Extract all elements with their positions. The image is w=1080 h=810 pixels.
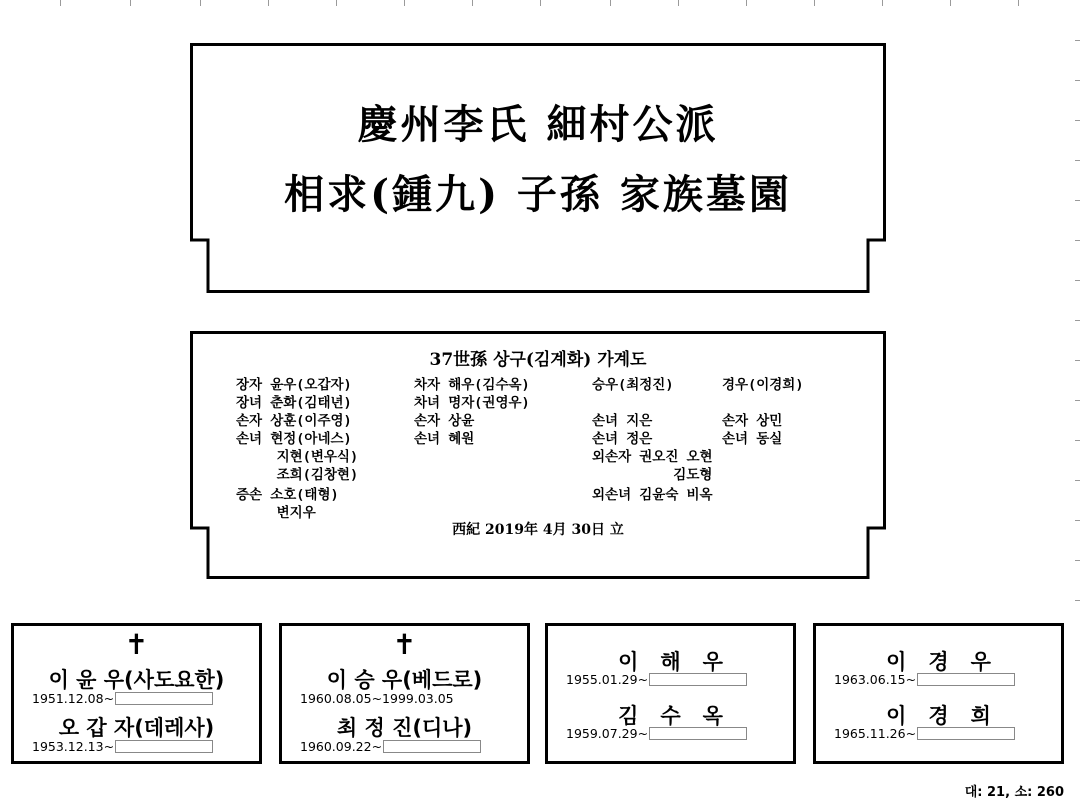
grave-card-date-1: 1951.12.08~ (32, 691, 213, 706)
title-stone (190, 43, 886, 293)
grave-card-4 (813, 623, 1064, 764)
grave-card-2 (279, 623, 530, 764)
grave-card-name-2: 오 갑 자(데레사) (58, 716, 215, 740)
family-row-5-col-3: 외손자 권오진 오현 (592, 449, 713, 465)
grave-card-name-2: 이경희 (886, 704, 1013, 728)
grave-card-date-1: 1963.06.15~ (834, 672, 1015, 687)
family-row-3-col-1: 손자 상훈(이주영) (236, 413, 352, 429)
title-line-descendants: 相求(鍾九) 子孫 家族墓園 (284, 171, 792, 218)
grave-card-name-1: 이 윤 우(사도요한) (48, 668, 225, 692)
family-row-3-col-2: 손자 상윤 (414, 413, 475, 429)
grave-card-date-2: 1959.07.29~ (566, 726, 747, 741)
family-tree-heading: 37世孫 상구(김계화) 가계도 (429, 350, 647, 370)
family-row-4-col-2: 손녀 혜원 (414, 431, 475, 447)
family-row-7-col-1: 증손 소호(태형) (236, 487, 339, 503)
grave-card-name-1: 이 승 우(베드로) (326, 668, 483, 692)
cross-icon: ✝ (392, 628, 417, 661)
family-row-4-col-1: 손녀 현정(아네스) (236, 431, 352, 447)
erection-date: 西紀 2019年 4月 30日 立 (452, 522, 624, 538)
family-row-3-col-3: 손녀 지은 (592, 413, 653, 429)
grave-card-date-1: 1955.01.29~ (566, 672, 747, 687)
grave-card-date-1: 1960.08.05~1999.03.05 (300, 691, 454, 706)
family-row-2-col-1: 장녀 춘화(김태년) (236, 395, 352, 411)
top-ruler (0, 0, 1080, 8)
cross-icon: ✝ (124, 628, 149, 661)
grave-card-name-1: 이해우 (618, 650, 745, 674)
family-row-6-col-3: 김도형 (592, 467, 713, 483)
family-row-1-col-3: 승우(최정진) (592, 377, 674, 393)
family-row-4-col-4: 손녀 동실 (722, 431, 783, 447)
family-tree-stone (190, 331, 886, 579)
family-row-7-col-3: 외손녀 김윤숙 비옥 (592, 487, 713, 503)
family-row-3-col-4: 손자 상민 (722, 413, 783, 429)
family-row-8-col-1: 변지우 (236, 505, 316, 521)
grave-card-name-2: 김수옥 (618, 704, 745, 728)
title-line-clan: 慶州李氏 細村公派 (357, 101, 719, 148)
grave-card-date-2: 1960.09.22~ (300, 739, 481, 754)
family-row-5-col-1: 지현(변우식) (236, 449, 359, 465)
family-row-1-col-2: 차자 해우(김수옥) (414, 377, 530, 393)
grave-card-1 (11, 623, 262, 764)
grave-card-date-2: 1965.11.26~ (834, 726, 1015, 741)
grave-card-3 (545, 623, 796, 764)
family-row-2-col-2: 차녀 명자(권영우) (414, 395, 530, 411)
grave-card-name-2: 최 정 진(디나) (336, 716, 473, 740)
family-row-6-col-1: 조희(김창현) (236, 467, 359, 483)
grave-card-date-2: 1953.12.13~ (32, 739, 213, 754)
right-ruler (1074, 40, 1080, 600)
family-row-1-col-4: 경우(이경희) (722, 377, 804, 393)
family-row-1-col-1: 장자 윤우(오갑자) (236, 377, 352, 393)
size-note: 대: 21, 소: 260 (964, 785, 1064, 800)
family-row-4-col-3: 손녀 정은 (592, 431, 653, 447)
grave-card-name-1: 이경우 (886, 650, 1013, 674)
